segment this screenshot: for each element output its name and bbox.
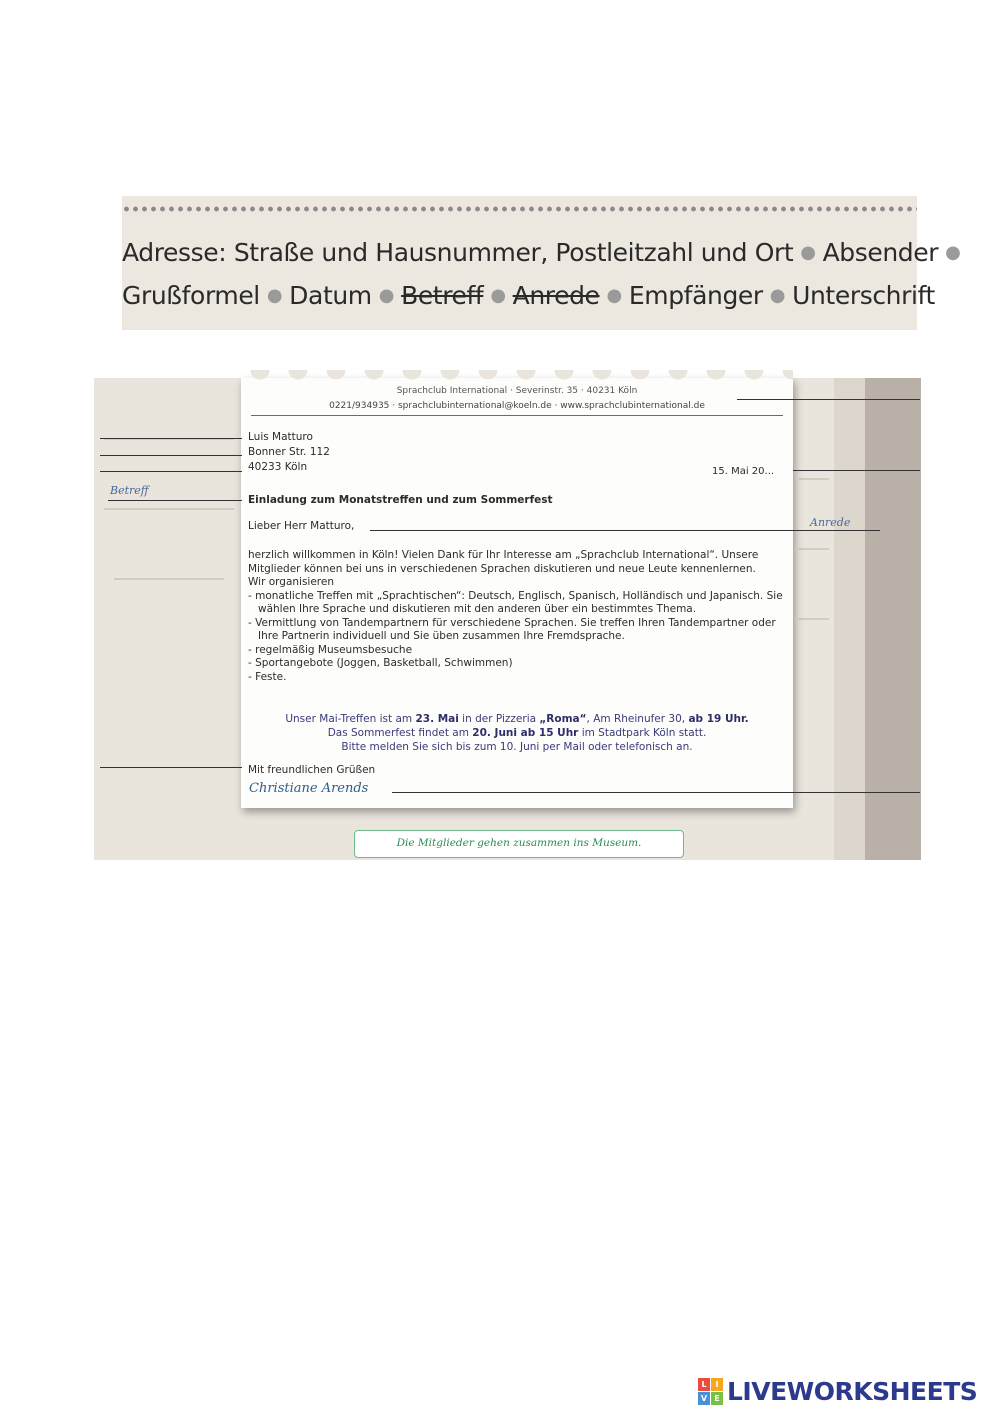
bullet-icon: ● (606, 285, 622, 306)
recipient-street: Bonner Str. 112 (248, 446, 330, 458)
bullet-icon: ● (945, 242, 961, 263)
letter-salutation: Lieber Herr Matturo, (248, 520, 355, 532)
brand-name: LIVEWORKSHEETS (727, 1377, 978, 1406)
page-edge (834, 378, 865, 860)
word-datum: Datum (289, 281, 372, 310)
word-unterschrift: Unterschrift (792, 281, 935, 310)
letter-signature: Christiane Arends (249, 781, 369, 796)
list-item: - regelmäßig Museumsbesuche (248, 643, 413, 656)
event-mai: Unser Mai-Treffen ist am 23. Mai in der Pizzeria „Roma“, Am Rheinufer 30, ab 19 Uhr. (285, 713, 749, 725)
letter-closing: Mit freundlichen Grüßen (248, 764, 376, 776)
recipient-city: 40233 Köln (248, 461, 308, 473)
bullet-icon: ● (378, 285, 395, 306)
list-item: - Sportangebote (Joggen, Basketball, Schwimmen) (248, 657, 513, 669)
answer-line-datum (793, 470, 920, 471)
page-edge (865, 378, 921, 860)
list-item: - Feste. (248, 670, 287, 683)
list-item: - monatliche Treffen mit „Sprachtischen“: Deutsch, Englisch, Spanisch, Holländisch und Japanisch. Sie wählen Ihre Sprache und diskutieren mit den anderen über ein bestimmtes Thema. (248, 589, 783, 615)
list-intro: Wir organisieren (248, 576, 334, 588)
background-text (114, 578, 224, 580)
logo-icon (698, 1378, 723, 1405)
letter-paper (241, 378, 793, 808)
background-text (799, 548, 829, 550)
answer-line-unterschrift (392, 792, 920, 793)
word-bank-line-1 (122, 238, 961, 267)
answer-line-adresse-2 (100, 471, 242, 472)
event-sommerfest: Das Sommerfest findet am 20. Juni ab 15 Uhr im Stadtpark Köln statt. (327, 727, 707, 739)
word-grussformel: Grußformel (122, 281, 260, 310)
background-text (799, 618, 829, 620)
letter-scene (94, 378, 921, 860)
background-text (104, 508, 234, 510)
paper-wavy-edge (241, 370, 793, 384)
logo-letter: E (711, 1392, 723, 1405)
label-betreff: Betreff (110, 484, 149, 497)
letterhead-contact: 0221/934935 · sprachclubinternational@koeln.de · www.sprachclubinternational.de (329, 401, 705, 411)
letter-subject: Einladung zum Monatstreffen und zum Sommerfest (248, 494, 553, 506)
bullet-icon: ● (769, 285, 786, 306)
answer-line-empfaenger (100, 438, 242, 439)
word-anrede-used: Anrede (512, 281, 600, 310)
word-absender: Absender (822, 238, 939, 267)
label-anrede: Anrede (810, 516, 851, 529)
event-anmeldung: Bitte melden Sie sich bis zum 10. Juni per Mail oder telefonisch an. (341, 741, 693, 753)
letterhead-address: Sprachclub International · Severinstr. 35 · 40231 Köln (396, 386, 638, 396)
letter-date: 15. Mai 20... (712, 466, 775, 477)
background-text (799, 478, 829, 480)
word-bank (122, 196, 961, 330)
bullet-icon: ● (266, 285, 283, 306)
answer-line-anrede (370, 530, 880, 531)
dotted-border (122, 204, 917, 214)
bullet-icon: ● (800, 242, 816, 263)
bullet-icon: ● (490, 285, 506, 306)
word-empfaenger: Empfänger (628, 281, 763, 310)
word-adresse: Adresse: Straße und Hausnummer, Postleitzahl und Ort (122, 238, 794, 267)
answer-line-grussformel (100, 767, 242, 768)
photo-caption: Die Mitglieder gehen zusammen ins Museum. (354, 830, 684, 858)
word-betreff-used: Betreff (401, 281, 484, 310)
letter-body (248, 549, 788, 684)
logo-letter: L (698, 1378, 710, 1391)
recipient-name: Luis Matturo (248, 431, 313, 443)
answer-line-betreff (108, 500, 242, 501)
logo-letter: V (698, 1392, 710, 1405)
logo-letter: I (711, 1378, 723, 1391)
letterhead-divider (251, 415, 783, 416)
answer-line-absender (737, 399, 920, 400)
word-bank-line-2 (122, 281, 935, 310)
answer-line-adresse-1 (100, 455, 242, 456)
liveworksheets-logo (698, 1377, 977, 1406)
letter-intro: herzlich willkommen in Köln! Vielen Dank für Ihr Interesse am „Sprachclub International“. Unsere Mitglieder können bei uns in verschiedenen Sprachen diskutieren und neue Leute kennenlernen. (248, 549, 759, 575)
list-item: - Vermittlung von Tandempartnern für verschiedene Sprachen. Sie treffen Ihren Tandempartner oder Ihre Partnerin individuell und Sie üben zusammen Ihre Fremdsprache. (248, 616, 776, 642)
